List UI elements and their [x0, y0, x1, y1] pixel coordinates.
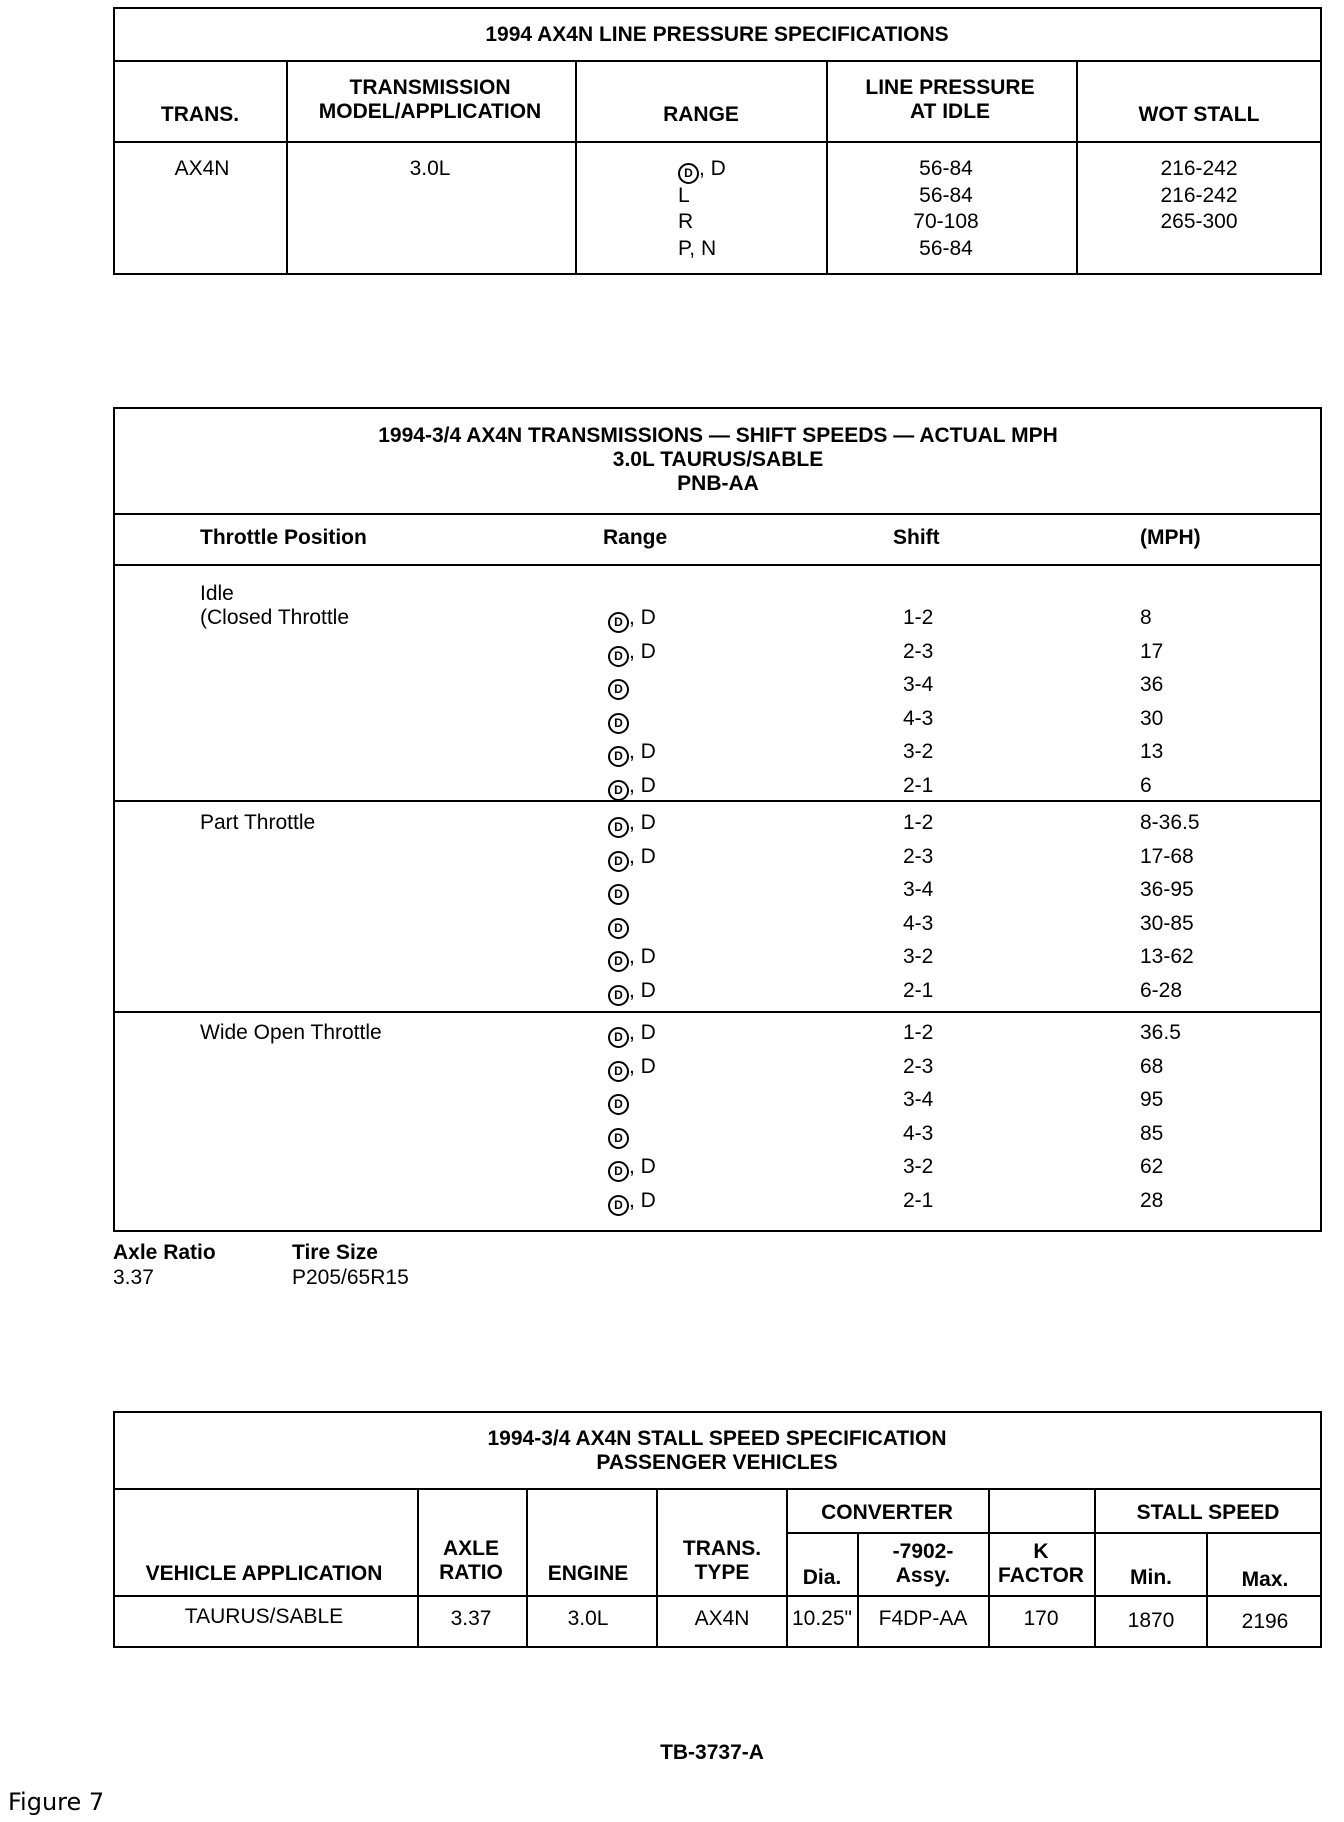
shift-speeds-title-divider: [113, 513, 1322, 515]
stall-subheader-divider: [786, 1532, 1321, 1534]
mph-cell: 6-28: [1140, 978, 1183, 1002]
range-text: , D: [699, 157, 726, 180]
range-cell: [608, 707, 629, 734]
overdrive-symbol: D: [608, 884, 629, 905]
header-shift: Shift: [893, 526, 940, 549]
header-model-line1: TRANSMISSION: [349, 76, 511, 99]
line-pressure-cell: 56-84: [919, 236, 973, 260]
range-text: , D: [629, 1021, 656, 1044]
shift-cell: 2-1: [903, 1188, 934, 1212]
stall-col-divider: [1206, 1532, 1208, 1648]
line-pressure-title-divider: [113, 60, 1322, 62]
stall-vehicle-value: TAURUS/SABLE: [184, 1605, 344, 1628]
mph-cell: 68: [1140, 1054, 1164, 1078]
mph-cell: 62: [1140, 1155, 1164, 1178]
mph-cell: 36.5: [1140, 1021, 1181, 1044]
stall-min-value: 1870: [1127, 1609, 1175, 1632]
shift-cell: 1-2: [903, 1021, 934, 1044]
range-cell: [678, 157, 726, 184]
stall-title: [487, 1427, 946, 1475]
shift-cell: 2-3: [903, 639, 934, 663]
mph-cell: 28: [1140, 1188, 1164, 1212]
stall-col-divider: [656, 1488, 658, 1648]
shift-cell: 2-3: [903, 844, 934, 868]
range-text: , D: [629, 945, 656, 968]
header-model-line2: MODEL/APPLICATION: [318, 100, 542, 123]
range-cell: [608, 606, 656, 633]
axle-ratio-value: 3.37: [113, 1266, 154, 1289]
header-trans: TRANS.: [160, 103, 240, 126]
header-k-factor-line1: K: [1033, 1540, 1049, 1563]
stall-col-divider: [526, 1488, 528, 1648]
shift-cell: 4-3: [903, 706, 934, 730]
range-cell: [608, 673, 629, 700]
line-pressure-title: 1994 AX4N LINE PRESSURE SPECIFICATIONS: [485, 23, 949, 46]
stall-col-divider: [1094, 1488, 1096, 1648]
header-k-factor: [998, 1540, 1084, 1588]
stall-header-divider: [113, 1595, 1322, 1597]
mph-cell: 30-85: [1140, 911, 1194, 935]
mph-cell: 30: [1140, 706, 1164, 730]
range-cell: [608, 945, 656, 972]
stall-col-divider: [988, 1488, 990, 1648]
overdrive-symbol: D: [608, 612, 629, 633]
tire-size-value: P205/65R15: [292, 1266, 409, 1289]
stall-col-divider: [786, 1488, 788, 1648]
header-vehicle-application: VEHICLE APPLICATION: [145, 1562, 383, 1585]
header-assy-line2: Assy.: [895, 1564, 951, 1587]
overdrive-symbol: D: [608, 817, 629, 838]
range-cell: [608, 878, 629, 905]
shift-speeds-title-line1: 1994-3/4 AX4N TRANSMISSIONS — SHIFT SPEEDS — ACTUAL MPH: [378, 424, 1058, 447]
stall-title-line2: PASSENGER VEHICLES: [596, 1451, 838, 1474]
throttle-position-label: (Closed Throttle: [200, 606, 350, 629]
header-k-factor-line2: FACTOR: [998, 1564, 1084, 1587]
shift-cell: 3-4: [903, 878, 934, 901]
line-pressure-col-divider: [1076, 60, 1078, 275]
range-cell: [608, 1055, 656, 1082]
overdrive-symbol: D: [608, 1161, 629, 1182]
header-mph: (MPH): [1140, 526, 1201, 549]
header-dia: Dia.: [802, 1566, 842, 1589]
range-text: , D: [629, 639, 656, 663]
header-line-pressure-line2: AT IDLE: [909, 100, 991, 123]
shift-cell: 2-1: [903, 978, 934, 1002]
overdrive-symbol: D: [608, 1195, 629, 1216]
header-max: Max.: [1241, 1568, 1289, 1591]
shift-speeds-title-line2: 3.0L TAURUS/SABLE: [612, 448, 824, 471]
figure-caption: Figure 7: [8, 1788, 105, 1816]
throttle-position-label: Part Throttle: [200, 811, 316, 834]
model-value: 3.0L: [409, 157, 451, 180]
mph-cell: 8: [1140, 606, 1152, 629]
range-cell: [608, 845, 656, 872]
shift-cell: 3-2: [903, 945, 934, 968]
range-text: P, N: [678, 236, 717, 260]
mph-cell: 17: [1140, 639, 1164, 663]
mph-cell: 8-36.5: [1140, 811, 1200, 834]
stall-title-line1: 1994-3/4 AX4N STALL SPEED SPECIFICATION: [487, 1427, 947, 1450]
wot-stall-cell: 216-242: [1160, 157, 1238, 180]
range-text: , D: [629, 606, 656, 629]
throttle-position-label: Idle: [200, 582, 234, 605]
header-axle-ratio: [439, 1537, 503, 1585]
range-cell: [608, 1122, 629, 1149]
range-text: R: [678, 210, 694, 233]
stall-trans-value: AX4N: [694, 1607, 750, 1630]
shift-cell: 3-4: [903, 1088, 934, 1111]
range-text: , D: [629, 740, 656, 763]
range-cell: [608, 811, 656, 838]
header-wot-stall: WOT STALL: [1138, 103, 1260, 126]
header-axle-line1: AXLE: [442, 1537, 499, 1560]
range-text: L: [678, 183, 690, 207]
document-code: TB-3737-A: [660, 1741, 764, 1764]
shift-speeds-group-divider: [113, 1011, 1322, 1013]
overdrive-symbol: D: [608, 713, 629, 734]
wot-stall-cell: 216-242: [1160, 183, 1238, 207]
range-cell: [608, 912, 629, 939]
line-pressure-col-divider: [826, 60, 828, 275]
header-stall-speed: STALL SPEED: [1136, 1501, 1280, 1524]
mph-cell: 13: [1140, 740, 1164, 763]
overdrive-symbol: D: [608, 1027, 629, 1048]
overdrive-symbol: D: [608, 746, 629, 767]
overdrive-symbol: D: [608, 646, 629, 667]
shift-speeds-header-divider: [113, 564, 1322, 566]
header-axle-line2: RATIO: [439, 1561, 503, 1584]
range-cell: [608, 1088, 629, 1115]
stall-col-divider: [857, 1532, 859, 1648]
range-cell: [608, 1155, 656, 1182]
overdrive-symbol: D: [608, 851, 629, 872]
stall-dia-value: 10.25": [791, 1607, 853, 1630]
overdrive-symbol: D: [608, 679, 629, 700]
stall-engine-value: 3.0L: [567, 1607, 609, 1630]
line-pressure-header-divider: [113, 141, 1322, 143]
shift-cell: 2-1: [903, 773, 934, 797]
header-assy-line1: -7902-: [892, 1540, 954, 1563]
line-pressure-cell: 56-84: [919, 183, 973, 207]
shift-cell: 3-4: [903, 673, 934, 696]
line-pressure-cell: 56-84: [919, 157, 973, 180]
range-text: , D: [629, 978, 656, 1002]
stall-col-divider: [417, 1488, 419, 1648]
overdrive-symbol: D: [608, 951, 629, 972]
header-range: RANGE: [663, 103, 739, 126]
header-line-pressure: [865, 76, 1034, 124]
throttle-position-label: Wide Open Throttle: [200, 1021, 382, 1044]
range-cell: [678, 210, 693, 234]
header-assy: [893, 1540, 954, 1588]
shift-cell: 3-2: [903, 740, 934, 763]
mph-cell: 95: [1140, 1088, 1164, 1111]
shift-speeds-title-line3: PNB-AA: [677, 472, 759, 495]
range-cell: [678, 237, 716, 261]
line-pressure-col-divider: [575, 60, 577, 275]
range-cell: [608, 640, 656, 667]
header-throttle-position: Throttle Position: [200, 526, 367, 549]
overdrive-symbol: D: [608, 985, 629, 1006]
shift-cell: 3-2: [903, 1155, 934, 1178]
stall-axle-value: 3.37: [450, 1607, 492, 1630]
tire-size-label: Tire Size: [292, 1241, 378, 1264]
overdrive-symbol: D: [678, 163, 699, 184]
stall-title-divider: [113, 1488, 1322, 1490]
shift-cell: 4-3: [903, 911, 934, 935]
range-text: , D: [629, 811, 656, 834]
wot-stall-cell: 265-300: [1160, 210, 1238, 233]
stall-k-value: 170: [1023, 1607, 1059, 1630]
mph-cell: 85: [1140, 1121, 1164, 1145]
mph-cell: 36-95: [1140, 878, 1194, 901]
shift-speeds-title: [378, 424, 1058, 496]
shift-cell: 2-3: [903, 1054, 934, 1078]
range-cell: [608, 1021, 656, 1048]
overdrive-symbol: D: [608, 1128, 629, 1149]
header-line-pressure-line1: LINE PRESSURE: [865, 76, 1035, 99]
stall-max-value: 2196: [1241, 1610, 1289, 1633]
range-text: , D: [629, 1054, 656, 1078]
overdrive-symbol: D: [608, 1061, 629, 1082]
range-cell: [678, 184, 690, 208]
line-pressure-cell: 70-108: [913, 210, 979, 233]
line-pressure-col-divider: [286, 60, 288, 275]
shift-speeds-group-divider: [113, 800, 1322, 802]
range-text: , D: [629, 773, 656, 797]
overdrive-symbol: D: [608, 780, 629, 801]
axle-ratio-label: Axle Ratio: [113, 1241, 216, 1264]
shift-cell: 1-2: [903, 606, 934, 629]
shift-cell: 1-2: [903, 811, 934, 834]
mph-cell: 17-68: [1140, 844, 1194, 868]
stall-assy-value: F4DP-AA: [878, 1607, 968, 1630]
mph-cell: 13-62: [1140, 945, 1194, 968]
header-trans-type-line1: TRANS.: [682, 1537, 762, 1560]
header-engine: ENGINE: [547, 1562, 629, 1585]
range-text: , D: [629, 844, 656, 868]
range-cell: [608, 740, 656, 767]
range-text: , D: [629, 1188, 656, 1212]
range-cell: [608, 774, 656, 801]
header-trans-type: [683, 1537, 761, 1585]
header-model: [319, 76, 541, 124]
mph-cell: 36: [1140, 673, 1164, 696]
range-text: , D: [629, 1155, 656, 1178]
header-range: Range: [603, 526, 668, 549]
header-min: Min.: [1130, 1566, 1172, 1589]
shift-cell: 4-3: [903, 1121, 934, 1145]
mph-cell: 6: [1140, 773, 1152, 797]
overdrive-symbol: D: [608, 1094, 629, 1115]
range-cell: [608, 1189, 656, 1216]
header-trans-type-line2: TYPE: [694, 1561, 750, 1584]
range-cell: [608, 979, 656, 1006]
overdrive-symbol: D: [608, 918, 629, 939]
trans-value: AX4N: [174, 157, 230, 180]
header-converter: CONVERTER: [821, 1501, 953, 1524]
